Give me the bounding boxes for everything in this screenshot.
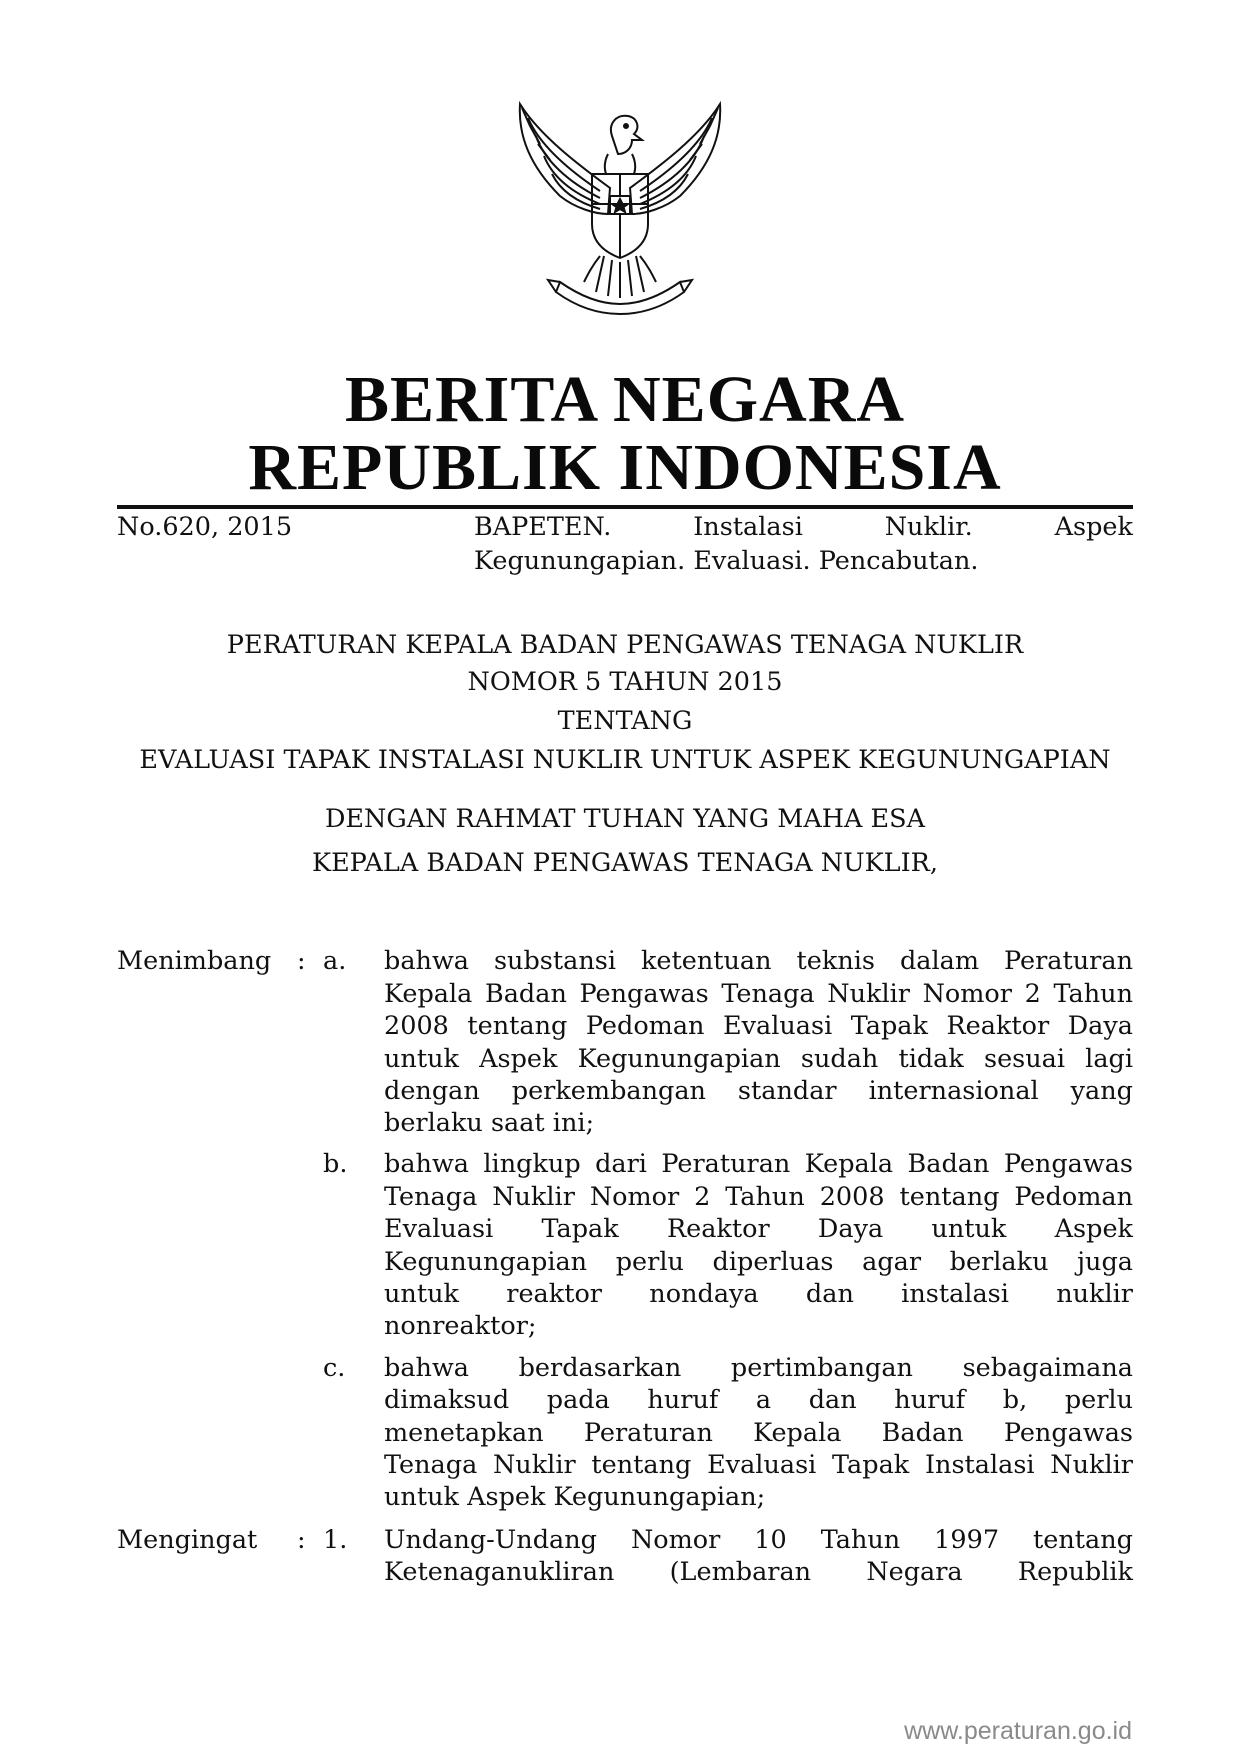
subject-word: Nuklir. [884, 512, 973, 542]
mengingat-colon: : [297, 1525, 306, 1555]
item-line: Kegunungapian perlu diperluas agar berlaku juga [384, 1247, 1133, 1277]
item-line: bahwa berdasarkan pertimbangan sebagaimana [384, 1353, 1133, 1383]
menimbang-label: Menimbang [117, 946, 272, 976]
item-line: nonreaktor; [384, 1311, 537, 1341]
item-line: 2008 tentang Pedoman Evaluasi Tapak Reaktor Daya [384, 1011, 1133, 1041]
mengingat-label: Mengingat [117, 1525, 258, 1555]
item-marker-b: b. [323, 1149, 348, 1179]
item-marker-c: c. [323, 1353, 346, 1383]
item-line: menetapkan Peraturan Kepala Badan Pengawas [384, 1418, 1133, 1448]
item-line: dimaksud pada huruf a dan huruf b, perlu [384, 1385, 1133, 1415]
gazette-number: No.620, 2015 [117, 512, 293, 542]
item-line: Ketenaganukliran (Lembaran Negara Republik [384, 1557, 1133, 1587]
item-line: untuk Aspek Kegunungapian; [384, 1482, 766, 1512]
masthead-subtitle: REPUBLIK INDONESIA [248, 431, 1002, 504]
item-marker-1: 1. [323, 1525, 348, 1555]
gazette-subject-line2: Kegunungapian. Evaluasi. Pencabutan. [474, 546, 979, 576]
item-line: Tenaga Nuklir tentang Evaluasi Tapak Instalasi Nuklir [384, 1450, 1133, 1480]
regulation-title-line1: PERATURAN KEPALA BADAN PENGAWAS TENAGA NUKLIR [226, 630, 1024, 660]
item-line: bahwa substansi ketentuan teknis dalam Peraturan [384, 946, 1133, 976]
item-line: berlaku saat ini; [384, 1108, 595, 1138]
garuda-emblem-icon [500, 96, 740, 316]
item-line: Evaluasi Tapak Reaktor Daya untuk Aspek [384, 1214, 1133, 1244]
gazette-subject [474, 511, 1133, 543]
regulation-number: NOMOR 5 TAHUN 2015 [467, 667, 783, 697]
masthead-title: BERITA NEGARA [344, 363, 906, 436]
item-line: dengan perkembangan standar internasional yang [384, 1076, 1133, 1106]
subject-word: Aspek [1054, 512, 1133, 542]
preamble-line1: DENGAN RAHMAT TUHAN YANG MAHA ESA [324, 804, 926, 834]
menimbang-colon: : [297, 946, 306, 976]
masthead-divider [117, 505, 1133, 509]
regulation-subject: EVALUASI TAPAK INSTALASI NUKLIR UNTUK ASPEK KEGUNUNGAPIAN [139, 745, 1111, 775]
item-line: Undang-Undang Nomor 10 Tahun 1997 tentang [384, 1525, 1133, 1555]
item-line: Tenaga Nuklir Nomor 2 Tahun 2008 tentang Pedoman [384, 1182, 1133, 1212]
subject-word: Instalasi [693, 512, 803, 542]
item-line: untuk Aspek Kegunungapian sudah tidak sesuai lagi [384, 1044, 1133, 1074]
subject-word: BAPETEN. [474, 512, 612, 542]
regulation-tentang: TENTANG [557, 706, 693, 736]
item-line: untuk reaktor nondaya dan instalasi nuklir [384, 1279, 1133, 1309]
footer-website-link[interactable]: www.peraturan.go.id [904, 1717, 1132, 1745]
item-line: bahwa lingkup dari Peraturan Kepala Badan Pengawas [384, 1149, 1133, 1179]
item-marker-a: a. [323, 946, 347, 976]
item-line: Kepala Badan Pengawas Tenaga Nuklir Nomor 2 Tahun [384, 979, 1133, 1009]
preamble-line2: KEPALA BADAN PENGAWAS TENAGA NUKLIR, [312, 848, 938, 878]
